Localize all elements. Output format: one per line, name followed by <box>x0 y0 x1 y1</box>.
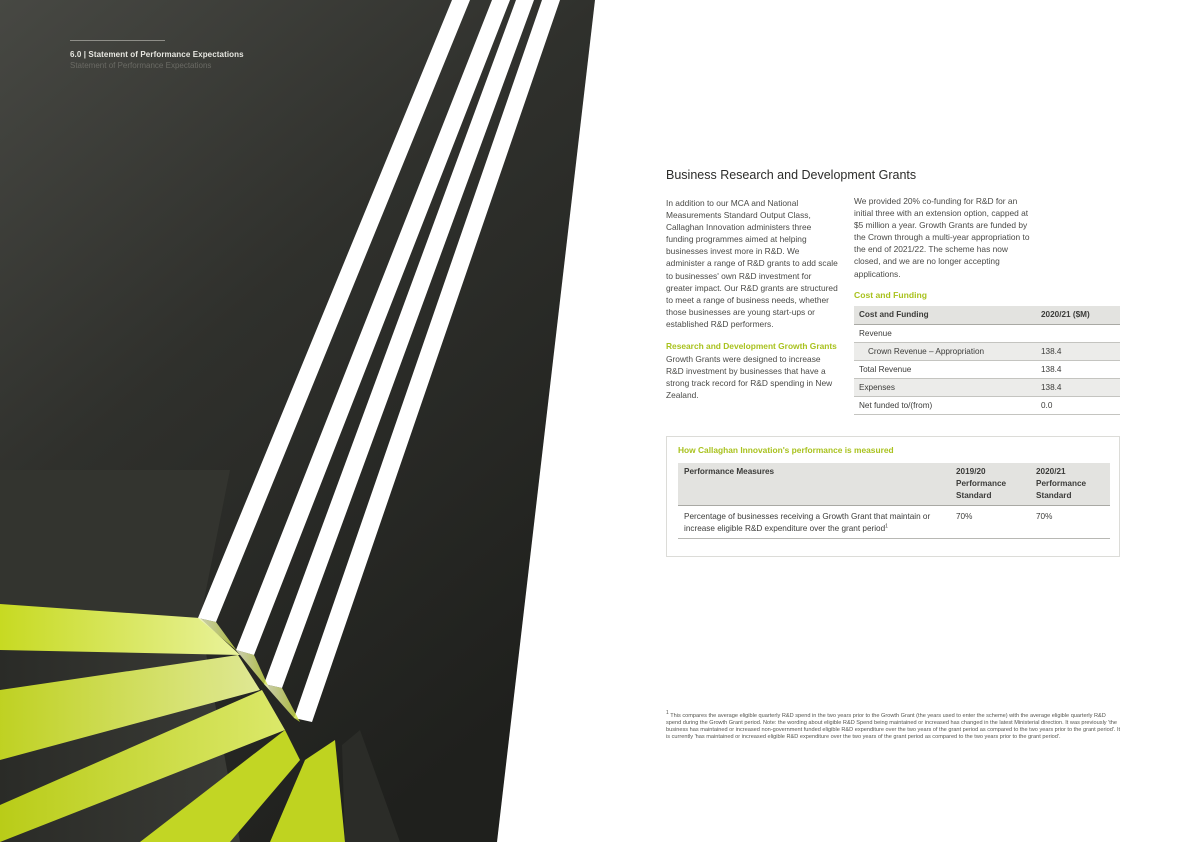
growth-grants-paragraph: Growth Grants were designed to increase R&D investment by businesses that have a strong track record for R&D spending in New Zealand. <box>666 353 833 400</box>
measure-cell <box>678 506 950 539</box>
row-value: 0.0 <box>1036 396 1120 414</box>
performance-table <box>678 463 1110 539</box>
performance-box <box>666 436 1120 557</box>
column-header: 2020/21 ($M) <box>1036 306 1120 324</box>
section-header <box>70 40 244 70</box>
row-value: 138.4 <box>1036 342 1120 360</box>
table-row <box>678 506 1110 539</box>
header-rule <box>70 40 165 41</box>
table-row <box>854 360 1120 378</box>
row-label: Revenue <box>854 324 1036 342</box>
measure-text: Percentage of businesses receiving a Growth Grant that maintain or increase eligible R&D expenditure over the grant period <box>684 512 931 534</box>
row-label: Crown Revenue – Appropriation <box>854 342 1036 360</box>
performance-title: How Callaghan Innovation's performance is measured <box>678 445 894 455</box>
cost-funding-title: Cost and Funding <box>854 290 928 300</box>
intro-paragraph: In addition to our MCA and National Measurements Standard Output Class, Callaghan Innovation administers three funding programmes aimed at helping businesses invest more in R&D. We administer a range of R&D grants to add scale to businesses' own R&D investment for greater impact. Our R&D grants are structured to meet a range of business needs, whether those businesses are young start-ups or established R&D performers. <box>666 198 838 329</box>
section-subtitle: Statement of Performance Expectations <box>70 61 212 70</box>
column-header: 2020/21 Performance Standard <box>1030 463 1110 506</box>
table-header-row <box>854 306 1120 324</box>
right-text-column <box>854 195 1032 280</box>
row-label: Net funded to/(from) <box>854 396 1036 414</box>
column-header: 2019/20 Performance Standard <box>950 463 1030 506</box>
left-text-column <box>666 197 838 401</box>
table-header-row <box>678 463 1110 506</box>
row-label: Total Revenue <box>854 360 1036 378</box>
row-value <box>1036 324 1120 342</box>
page-heading: Business Research and Development Grants <box>666 168 917 182</box>
row-value: 138.4 <box>1036 360 1120 378</box>
footnote <box>666 710 1122 741</box>
cost-funding-table <box>854 306 1120 415</box>
table-row <box>854 324 1120 342</box>
column-header: Performance Measures <box>678 463 950 506</box>
table-row <box>854 378 1120 396</box>
footnote-text: This compares the average eligible quarterly R&D spend in the two years prior to the Growth Grant (the years used to enter the scheme) with the average eligible quarterly R&D spend during the Growth Grant period. Note: the wording about eligible R&D Spend being maintained or increased has changed in the latest Ministerial direction. It was previously 'the business has maintained or increased non-government funded eligible R&D expenditure over the two years of the grant period as compared to the two years prior to the grant period'. It is currently 'has maintained or increased eligible R&D expenditure over the two years of the grant period as compared to the two years prior to the grant period'. <box>666 713 1121 741</box>
row-label: Expenses <box>854 378 1036 396</box>
column-header: Cost and Funding <box>854 306 1036 324</box>
footnote-marker: 1 <box>885 523 888 530</box>
standard-2020-cell: 70% <box>1030 506 1110 539</box>
footnote-number: 1 <box>666 710 669 717</box>
row-value: 138.4 <box>1036 378 1120 396</box>
section-title: 6.0 | Statement of Performance Expectations <box>70 50 244 59</box>
standard-2019-cell: 70% <box>950 506 1030 539</box>
funding-paragraph: We provided 20% co-funding for R&D for an initial three with an extension option, capped at $5 million a year. Growth Grants are funded by the Crown through a multi-year appropriation to the end of 2021/22. The scheme has now closed, and we are no longer accepting applications. <box>854 196 1030 279</box>
growth-grants-heading: Research and Development Growth Grants <box>666 341 837 352</box>
table-row <box>854 396 1120 414</box>
table-row <box>854 342 1120 360</box>
